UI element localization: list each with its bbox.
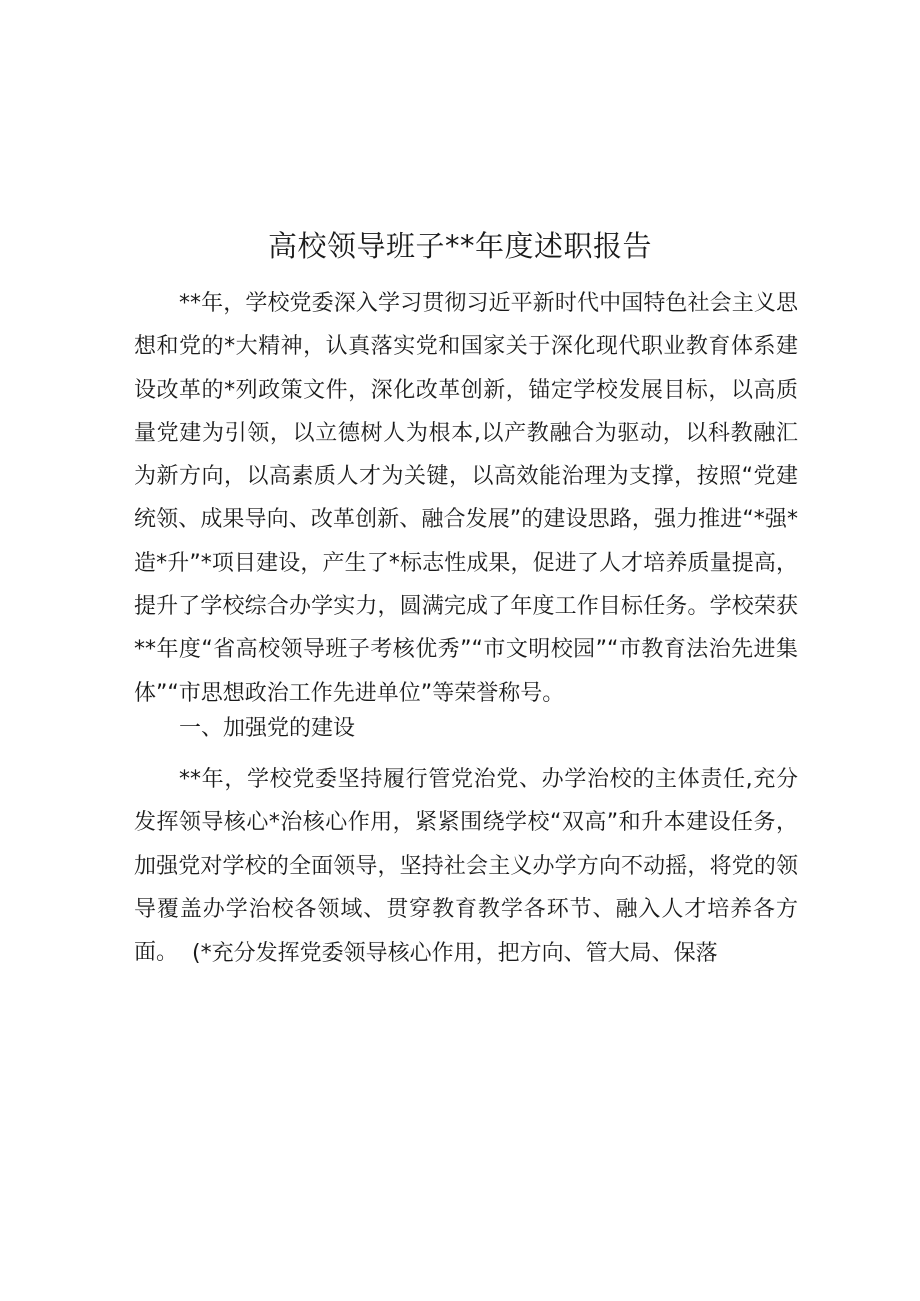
intro-paragraph: **年，学校党委深入学习贯彻习近平新时代中国特色社会主义思想和党的*大精神，认真落实党和国家关于深化现代职业教育体系建设改革的*列政策文件，深化改革创新，锚定学校发展目标，以高质量党建为引领，以立德树人为根本,以产教融合为驱动，以科教融汇为新方向，以高素质人才为关键，以高效能治理为支撑，按照“党建统领、成果导向、改革创新、融合发展”的建设思路，强力推进“*强*造*升”*项目建设，产生了*标志性成果，促进了人才培养质量提高，提升了学校综合办学实力，圆满完成了年度工作目标任务。学校荣获**年度“省高校领导班子考核优秀”“市文明校园”“市教育法治先进集体”“市思想政治工作先进单位”等荣誉称号。 bbox=[134, 291, 798, 706]
document-title: 高校领导班子**年度述职报告 bbox=[267, 229, 652, 263]
section-paragraph: **年，学校党委坚持履行管党治党、办学治校的主体责任,充分发挥领导核心*治核心作用，紧紧围绕学校“双高”和升本建设任务，加强党对学校的全面领导，坚持社会主义办学方向不动摇，将党的领导覆盖办学治校各领域、贯穿教育教学各环节、融入人才培养各方面。 bbox=[134, 767, 798, 966]
section-heading: 一、加强党的建设 bbox=[179, 716, 356, 741]
sub-paragraph: (*充分发挥党委领导核心作用，把方向、管大局、保落 bbox=[192, 941, 718, 966]
